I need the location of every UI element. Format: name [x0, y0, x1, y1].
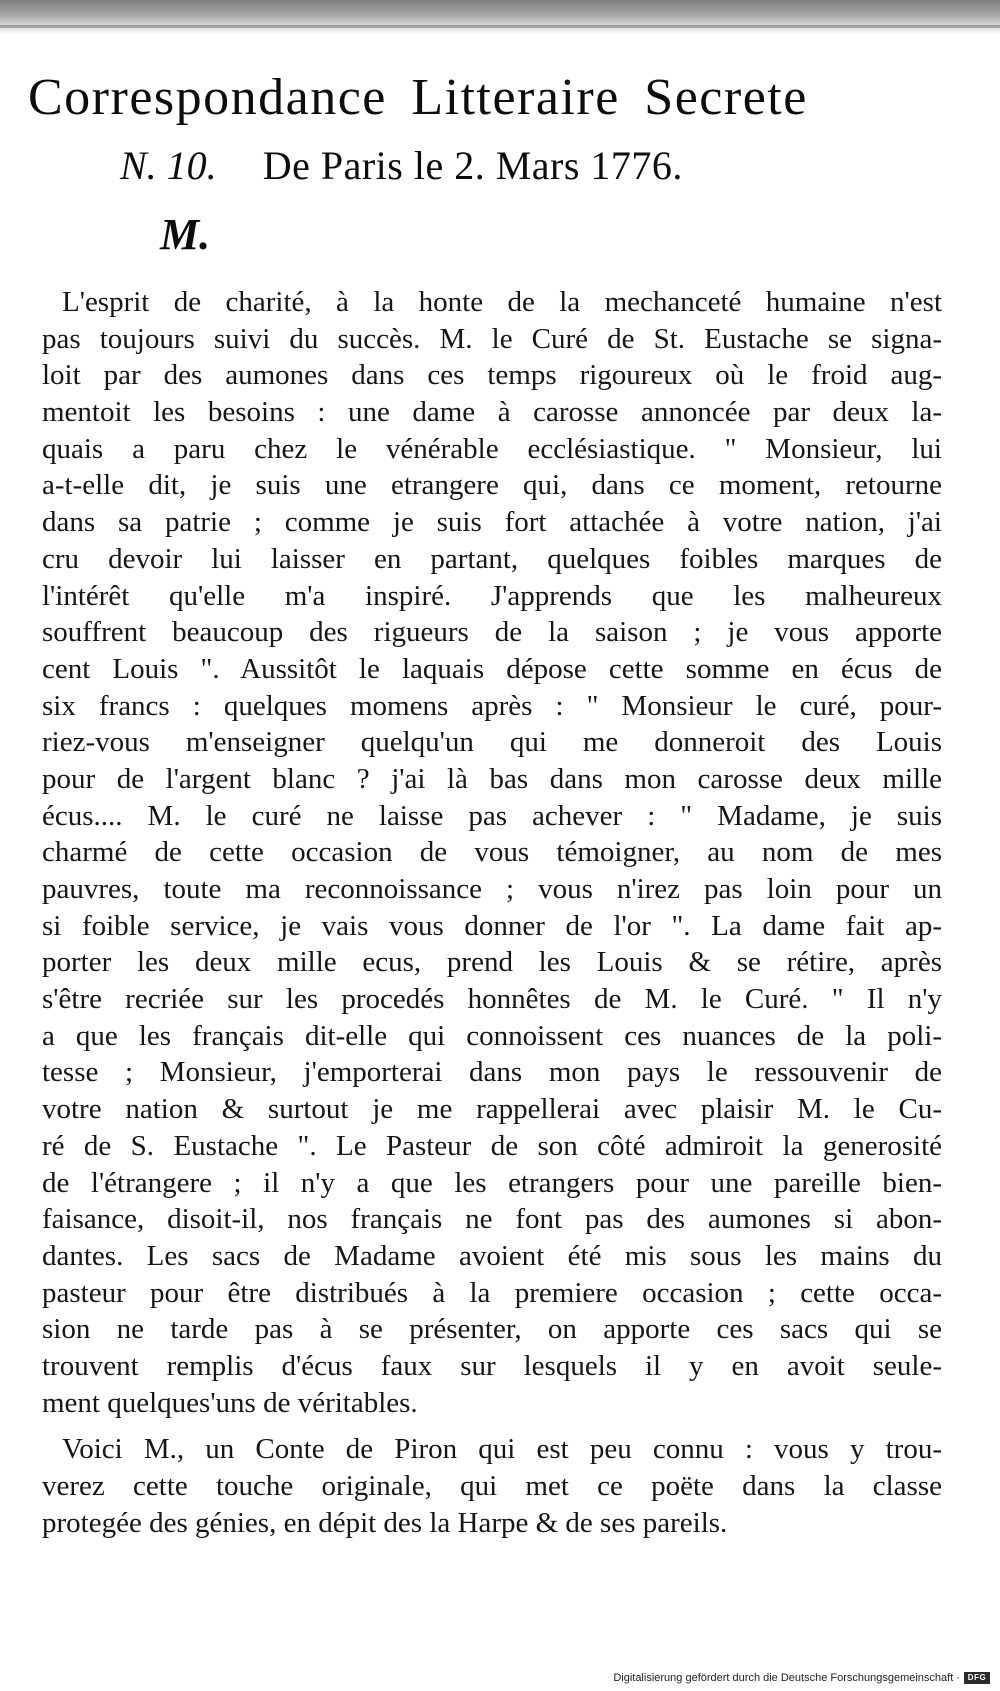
text-line: cent Louis ". Aussitôt le laquais dépose cette somme en écus de	[42, 652, 942, 685]
text-line: si foible service, je vais vous donner de l'or ". La dame fait ap-	[42, 909, 942, 942]
paragraph-main	[42, 284, 942, 1421]
text-line: de l'étrangere ; il n'y a que les etrangers pour une pareille bien-	[42, 1166, 942, 1199]
text-line: l'intérêt qu'elle m'a inspiré. J'apprends que les malheureux	[42, 579, 942, 612]
text-line: cru devoir lui laisser en partant, quelques foibles marques de	[42, 542, 942, 575]
text-line: quais a paru chez le vénérable ecclésiastique. " Monsieur, lui	[42, 432, 942, 465]
digitization-credit	[613, 1671, 990, 1685]
dateline	[120, 142, 960, 190]
text-line: verez cette touche originale, qui met ce poëte dans la classe	[42, 1470, 942, 1502]
text-line: sion ne tarde pas à se présenter, on apporte ces sacs qui se	[42, 1313, 942, 1346]
text-line: faisance, disoit-il, nos français ne font pas des aumones si abon-	[42, 1203, 942, 1236]
text-line: six francs : quelques momens après : " Monsieur le curé, pour-	[42, 689, 942, 722]
text-line: ré de S. Eustache ". Le Pasteur de son côté admiroit la generosité	[42, 1129, 942, 1162]
paragraph-closing	[42, 1431, 942, 1541]
issue-number: N. 10.	[120, 143, 217, 188]
text-line: protegée des génies, en dépit des la Harpe & de ses pareils.	[42, 1506, 728, 1539]
text-line: mentoit les besoins : une dame à carosse annoncée par deux la-	[42, 396, 942, 429]
salutation: M.	[160, 210, 211, 259]
text-line: charmé de cette occasion de vous témoigner, au nom de mes	[42, 836, 942, 869]
text-line: porter les deux mille ecus, prend les Louis & se rétire, après	[42, 946, 942, 979]
text-line: a-t-elle dit, je suis une etrangere qui, dans ce moment, retourne	[42, 469, 942, 502]
text-line: souffrent beaucoup des rigueurs de la saison ; je vous apporte	[42, 616, 942, 649]
text-line: s'être recriée sur les procedés honnêtes de M. le Curé. " Il n'y	[42, 983, 942, 1016]
text-line: riez-vous m'enseigner quelqu'un qui me donneroit des Louis	[42, 726, 942, 759]
scan-top-edge	[0, 0, 1000, 34]
text-line: pasteur pour être distribués à la premiere occasion ; cette occa-	[42, 1276, 942, 1309]
text-line: trouvent remplis d'écus faux sur lesquels il y en avoit seule-	[42, 1349, 942, 1382]
paragraph-gap	[42, 1421, 942, 1431]
text-line: tesse ; Monsieur, j'emporterai dans mon pays le ressouvenir de	[42, 1056, 942, 1089]
document-page	[0, 34, 1000, 1691]
text-line: dans sa patrie ; comme je suis fort attachée à votre nation, j'ai	[42, 506, 942, 539]
text-line: pour de l'argent blanc ? j'ai là bas dans mon carosse deux mille	[42, 762, 942, 795]
text-line: loit par des aumones dans ces temps rigoureux où le froid aug-	[42, 359, 942, 392]
page-title: Correspondance Litteraire Secrete	[28, 69, 808, 126]
text-line: pauvres, toute ma reconnoissance ; vous n'irez pas loin pour un	[42, 873, 942, 905]
place-date: De Paris le 2. Mars 1776.	[262, 143, 683, 188]
text-line: ment quelques'uns de véritables.	[42, 1386, 418, 1419]
dfg-logo-icon: DFG	[964, 1672, 990, 1684]
text-line: écus.... M. le curé ne laisse pas achever : " Madame, je suis	[42, 799, 942, 832]
credit-text: Digitalisierung gefördert durch die Deutsche Forschungsgemeinschaft ·	[613, 1672, 960, 1684]
text-line: pas toujours suivi du succès. M. le Curé de St. Eustache se signa-	[42, 322, 942, 355]
text-line: votre nation & surtout je me rappellerai avec plaisir M. le Cu-	[42, 1093, 942, 1126]
text-line: dantes. Les sacs de Madame avoient été mis sous les mains du	[42, 1239, 942, 1272]
article-body	[42, 284, 942, 1541]
text-line: a que les français dit-elle qui connoissent ces nuances de la poli-	[42, 1019, 942, 1052]
text-line: L'esprit de charité, à la honte de la mechanceté humaine n'est	[62, 286, 942, 318]
text-line: Voici M., un Conte de Piron qui est peu connu : vous y trou-	[62, 1433, 942, 1466]
